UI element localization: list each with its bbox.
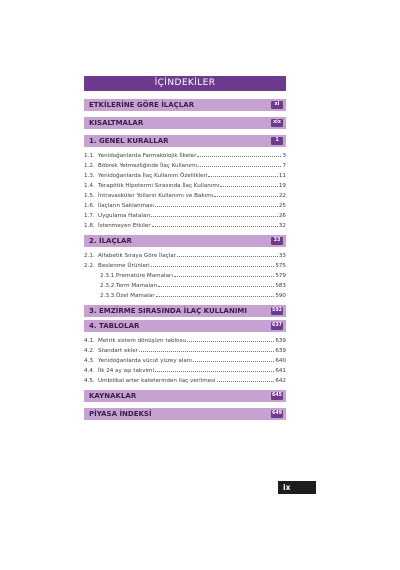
toc-entry[interactable]	[84, 259, 286, 269]
entry-page: 26	[278, 213, 286, 219]
entry-number: 1.2.	[84, 163, 95, 169]
entry-title: Böbrek Yetmezliğinde İlaç Kullanımı	[98, 163, 198, 169]
toc-section[interactable]	[84, 235, 286, 247]
toc-section[interactable]	[84, 99, 286, 111]
toc-section[interactable]	[84, 408, 286, 420]
toc-section[interactable]	[84, 320, 286, 332]
section-page-number: 33	[271, 237, 283, 245]
entry-page: 639	[275, 348, 286, 354]
entry-number: 4.2.	[84, 348, 95, 354]
entry-number: 1.4.	[84, 183, 95, 189]
section-label: 2. İLAÇLAR	[89, 237, 132, 245]
entry-page: 11	[278, 173, 286, 179]
toc-subentry[interactable]	[84, 269, 286, 279]
toc-title: İÇİNDEKİLER	[84, 76, 286, 91]
toc-section[interactable]	[84, 117, 286, 129]
entry-number: 1.1.	[84, 153, 95, 159]
entry-page: 19	[278, 183, 286, 189]
toc-entry[interactable]	[84, 169, 286, 179]
entry-page: 590	[275, 293, 286, 299]
toc-entry[interactable]	[84, 219, 286, 229]
toc-entry[interactable]	[84, 189, 286, 199]
section-page-number: xix	[271, 119, 283, 127]
toc-entry[interactable]	[84, 199, 286, 209]
toc-entry[interactable]	[84, 209, 286, 219]
entry-page: 583	[275, 283, 286, 289]
toc-subentry[interactable]	[84, 279, 286, 289]
entry-number: 1.3.	[84, 173, 95, 179]
page-number-tab: ix	[278, 481, 316, 494]
entry-number: 2.3.3.	[100, 293, 117, 299]
toc-entry[interactable]	[84, 374, 286, 384]
section-page-number: 592	[271, 308, 282, 313]
entry-page: 642	[275, 378, 286, 384]
entry-number: 4.5.	[84, 378, 95, 384]
toc-entry[interactable]	[84, 179, 286, 189]
entry-number: 4.4.	[84, 368, 95, 374]
entry-page: 33	[278, 253, 286, 259]
toc-entry[interactable]	[84, 364, 286, 374]
section-page-number: xi	[271, 101, 283, 109]
section-page-number: 649	[271, 411, 282, 416]
section-label: 4. TABLOLAR	[89, 322, 140, 330]
section-label: KAYNAKLAR	[89, 392, 137, 400]
entry-title: İstenmeyen Etkiler	[98, 223, 151, 229]
section-label: ETKİLERİNE GÖRE İLAÇLAR	[89, 101, 195, 109]
section-label: PİYASA İNDEKSİ	[89, 410, 152, 418]
entry-number: 1.5.	[84, 193, 95, 199]
toc-entry[interactable]	[84, 249, 286, 259]
entry-title: Prematüre Mamaları	[116, 273, 173, 279]
entry-number: 1.6.	[84, 203, 95, 209]
entry-title: Özel Mamalar	[116, 293, 155, 299]
toc-subentry[interactable]	[84, 289, 286, 299]
entry-title: Yenidoğanlarda Farmakolojik İlkeler	[98, 153, 197, 159]
entry-title: Term Mamaları	[116, 283, 158, 289]
entry-page: 3	[282, 153, 286, 159]
entry-title: Standart ekler	[98, 348, 138, 354]
toc-entry[interactable]	[84, 149, 286, 159]
table-of-contents	[84, 76, 286, 420]
entry-title: İlaçların Saklanması	[98, 203, 154, 209]
entry-number: 2.2.	[84, 263, 95, 269]
toc-entry[interactable]	[84, 354, 286, 364]
entry-page: 639	[275, 338, 286, 344]
section-page-number: 1	[271, 137, 283, 145]
entry-number: 1.8.	[84, 223, 95, 229]
entry-title: Umbilikal arter kateterinden ilaç verilmesi	[98, 378, 216, 384]
entry-number: 4.3.	[84, 358, 95, 364]
entry-number: 2.3.2.	[100, 283, 117, 289]
entry-title: Alfabetik Sıraya Göre İlaçlar	[98, 253, 177, 259]
entry-page: 7	[282, 163, 286, 169]
entry-title: Terapötik Hipotermi Sırasında İlaç Kullanımı	[98, 183, 220, 189]
entry-page: 32	[278, 223, 286, 229]
entry-number: 2.1.	[84, 253, 95, 259]
section-label: KISALTMALAR	[89, 119, 144, 127]
entry-title: Beslenme Ürünleri	[98, 263, 150, 269]
toc-entry[interactable]	[84, 334, 286, 344]
entry-title: İntravasküler Yolların Kullanımı ve Bakımı	[98, 193, 214, 199]
entry-page: 22	[278, 193, 286, 199]
entry-page: 641	[275, 368, 286, 374]
section-label: 1. GENEL KURALLAR	[89, 137, 169, 145]
entry-page: 579	[275, 273, 286, 279]
entry-number: 2.3.1.	[100, 273, 117, 279]
entry-title: İlk 24 ay aşı takvimi	[98, 368, 155, 374]
entry-title: Yenidoğanlarda vücut yüzey alanı	[98, 358, 192, 364]
section-page-number: 645	[271, 393, 282, 398]
entry-page: 25	[278, 203, 286, 209]
section-label: 3. EMZİRME SIRASINDA İLAÇ KULLANIMI	[89, 307, 248, 315]
entry-page: 575	[275, 263, 286, 269]
section-page-number: 637	[271, 323, 282, 328]
toc-entry[interactable]	[84, 159, 286, 169]
toc-section[interactable]	[84, 390, 286, 402]
toc-entry[interactable]	[84, 344, 286, 354]
entry-title: Uygulama Hataları	[98, 213, 151, 219]
toc-section[interactable]	[84, 135, 286, 147]
entry-page: 640	[275, 358, 286, 364]
entry-title: Yenidoğanlarda İlaç Kullanım Özellikleri	[98, 173, 208, 179]
entry-number: 4.1.	[84, 338, 95, 344]
toc-section[interactable]	[84, 305, 286, 317]
entry-title: Metrik sistem dönüşüm tablosu	[98, 338, 186, 344]
entry-number: 1.7.	[84, 213, 95, 219]
